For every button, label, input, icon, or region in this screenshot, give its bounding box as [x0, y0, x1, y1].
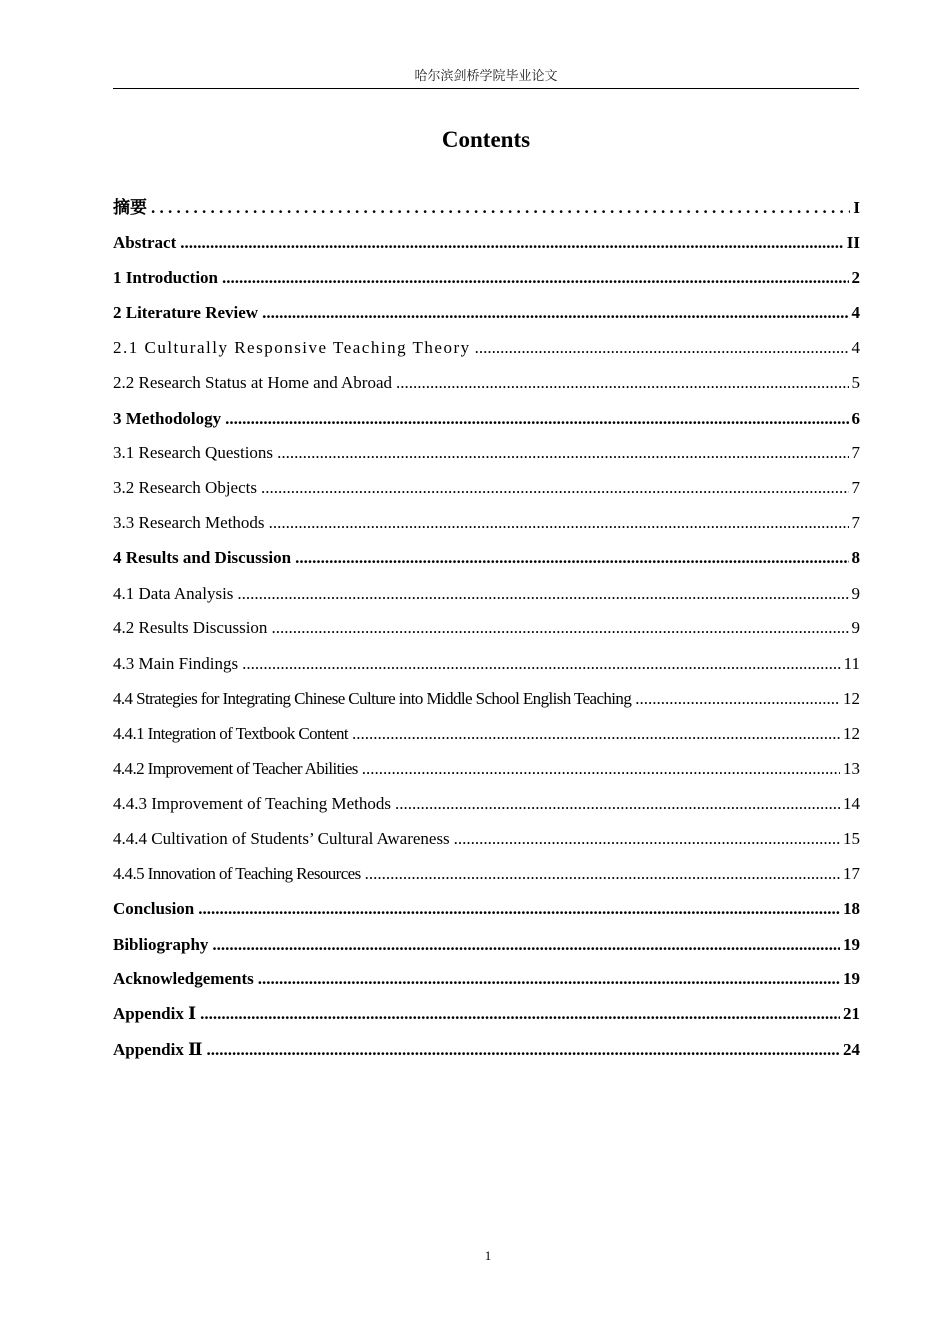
toc-entry-label: 3 Methodology	[113, 409, 222, 428]
page-header	[113, 66, 859, 89]
toc-entry-label: Bibliography	[113, 935, 209, 954]
toc-entry-page: 8	[851, 548, 860, 567]
toc-dot-leader	[475, 334, 849, 362]
toc-entry-label: Conclusion	[113, 899, 195, 918]
toc-entry-page: 18	[843, 899, 860, 918]
toc-entry-4-4-2[interactable]	[113, 755, 860, 783]
toc-entry-4-4-3[interactable]	[113, 790, 860, 818]
toc-dot-leader	[295, 544, 848, 572]
toc-entry-2-1[interactable]	[113, 334, 860, 362]
toc-entry-label: 4.4.1 Integration of Textbook Content	[113, 724, 349, 743]
toc-entry-4-4-4[interactable]	[113, 825, 860, 853]
toc-entry-label: 2 Literature Review	[113, 303, 259, 322]
toc-entry-label: Acknowledgements	[113, 969, 254, 988]
toc-entry-conclusion[interactable]	[113, 895, 860, 923]
toc-entry-label: 4.2 Results Discussion	[113, 618, 268, 637]
toc-dot-leader	[212, 931, 840, 959]
toc-entry-page: 7	[851, 513, 860, 532]
toc-entry-label: Appendix Ⅱ	[113, 1040, 203, 1059]
toc-entry-page: 19	[843, 935, 860, 954]
toc-entry-label: 4.4.2 Improvement of Teacher Abilities	[113, 759, 358, 778]
toc-entry-label: 4.4 Strategies for Integrating Chinese Culture into Middle School English Teaching	[113, 689, 632, 708]
toc-entry-appendix-1[interactable]	[113, 1000, 860, 1028]
toc-dot-leader	[362, 755, 840, 783]
toc-entry-label: 2.1 Culturally Responsive Teaching Theory	[113, 338, 471, 357]
toc-dot-leader	[198, 895, 840, 923]
toc-entry-literature-review[interactable]	[113, 299, 860, 327]
toc-entry-page: 4	[851, 303, 860, 322]
toc-entry-page: 14	[843, 794, 860, 813]
toc-entry-3-2[interactable]	[113, 474, 860, 502]
toc-entry-4-4-1[interactable]	[113, 720, 860, 748]
toc-dot-leader	[261, 474, 849, 502]
toc-entry-label: 4 Results and Discussion	[113, 548, 292, 567]
toc-entry-label: 3.3 Research Methods	[113, 513, 265, 532]
toc-entry-page: 5	[851, 373, 860, 392]
toc-dot-leader	[352, 720, 840, 748]
toc-dot-leader	[365, 860, 840, 888]
toc-entry-introduction[interactable]	[113, 264, 860, 292]
toc-dot-leader	[225, 405, 848, 433]
toc-entry-page: 7	[851, 478, 860, 497]
toc-entry-label: 摘要	[113, 198, 147, 217]
toc-dot-leader	[242, 650, 840, 678]
toc-entry-4-2[interactable]	[113, 614, 860, 642]
toc-entry-page: 24	[843, 1040, 860, 1059]
toc-entry-4-4-5[interactable]	[113, 860, 860, 888]
toc-entry-page: 12	[843, 689, 860, 708]
toc-dot-leader	[635, 685, 840, 713]
toc-entry-label: 3.2 Research Objects	[113, 478, 257, 497]
toc-entry-label: 4.4.3 Improvement of Teaching Methods	[113, 794, 391, 813]
page-header-text: 哈尔滨剑桥学院毕业论文	[414, 68, 558, 83]
toc-dot-leader	[271, 614, 848, 642]
toc-dot-leader	[180, 229, 844, 257]
toc-entry-page: 19	[843, 969, 860, 988]
toc-entry-label: 4.4.5 Innovation of Teaching Resources	[113, 864, 361, 883]
toc-entry-page: 11	[843, 654, 860, 673]
toc-entry-page: 21	[843, 1004, 860, 1023]
toc-entry-page: 2	[851, 268, 860, 287]
toc-dot-leader	[258, 965, 840, 993]
toc-dot-leader	[222, 264, 848, 292]
toc-entry-label: 3.1 Research Questions	[113, 443, 274, 462]
toc-entry-abstract[interactable]	[113, 229, 860, 257]
toc-entry-label: Appendix Ⅰ	[113, 1004, 197, 1023]
toc-entry-appendix-2[interactable]	[113, 1036, 860, 1064]
toc-entry-acknowledgements[interactable]	[113, 965, 860, 993]
toc-entry-page: II	[846, 233, 860, 252]
toc-entry-2-2[interactable]	[113, 369, 860, 397]
toc-entry-page: 17	[843, 864, 860, 883]
page-number: 1	[484, 1248, 492, 1263]
toc-entry-label: Abstract	[113, 233, 177, 252]
toc-entry-abstract-chinese[interactable]	[113, 194, 860, 222]
toc-dot-leader	[454, 825, 840, 853]
toc-entry-page: 9	[851, 584, 860, 603]
toc-entry-methodology[interactable]	[113, 405, 860, 433]
toc-entry-page: 15	[843, 829, 860, 848]
toc-entry-3-3[interactable]	[113, 509, 860, 537]
toc-dot-leader	[151, 194, 850, 222]
toc-entry-label: 2.2 Research Status at Home and Abroad	[113, 373, 393, 392]
toc-entry-page: 7	[851, 443, 860, 462]
toc-entry-page: I	[853, 198, 860, 217]
toc-entry-label: 4.4.4 Cultivation of Students’ Cultural Awareness	[113, 829, 450, 848]
toc-entry-label: 4.3 Main Findings	[113, 654, 239, 673]
toc-entry-4-3[interactable]	[113, 650, 860, 678]
toc-dot-leader	[396, 369, 848, 397]
toc-dot-leader	[395, 790, 840, 818]
toc-dot-leader	[237, 580, 848, 608]
toc-entry-4-4[interactable]	[113, 685, 860, 713]
toc-entry-3-1[interactable]	[113, 439, 860, 467]
toc-entry-page: 9	[851, 618, 860, 637]
toc-entry-4-1[interactable]	[113, 580, 860, 608]
toc-entry-page: 6	[851, 409, 860, 428]
toc-dot-leader	[269, 509, 849, 537]
toc-entry-page: 12	[843, 724, 860, 743]
toc-dot-leader	[277, 439, 848, 467]
toc-entry-label: 1 Introduction	[113, 268, 219, 287]
toc-dot-leader	[200, 1000, 840, 1028]
toc-entry-page: 13	[843, 759, 860, 778]
page-title: Contents	[441, 127, 531, 152]
toc-entry-results-discussion[interactable]	[113, 544, 860, 572]
toc-entry-page: 4	[851, 338, 860, 357]
toc-dot-leader	[262, 299, 848, 327]
toc-entry-bibliography[interactable]	[113, 931, 860, 959]
toc-entry-label: 4.1 Data Analysis	[113, 584, 234, 603]
toc-dot-leader	[206, 1036, 840, 1064]
